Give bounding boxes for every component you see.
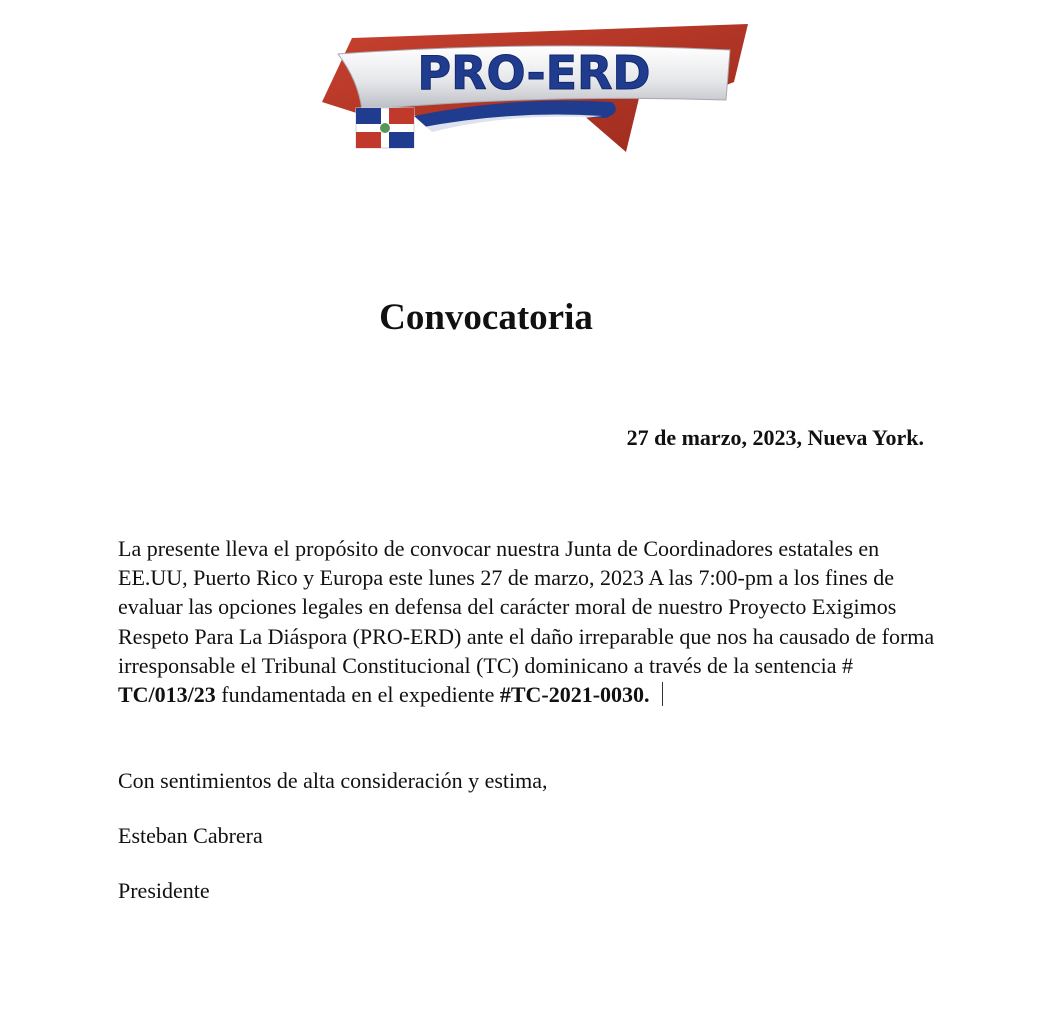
body-text-part2: fundamentada en el expediente — [215, 682, 500, 708]
body-text-part1: La presente lleva el propósito de convocar nuestra Junta de Coordinadores estatales en EE.UU, Puerto Rico y Europa este lunes 27 de marzo, 2023 A las 7:00-pm a los fines de evaluar las opciones legales en defensa del carácter moral de nuestro Proyecto Exigimos Respeto Para La Diáspora (PRO-ERD) ante el daño irreparable que nos ha causado de forma irresponsable el Tribunal Constitucional (TC) dominicano a través de la sentencia # — [118, 536, 935, 678]
sentence-reference: TC/013/23 — [118, 682, 216, 708]
signer-title: Presidente — [118, 878, 210, 903]
file-reference: #TC-2021-0030. — [499, 682, 650, 708]
text-cursor — [662, 682, 663, 706]
closing-line: Con sentimientos de alta consideración y estima, — [118, 768, 548, 793]
body-paragraph — [118, 534, 948, 709]
page-title: Convocatoria — [379, 297, 593, 338]
logo-text: PRO-ERD — [417, 46, 651, 100]
dateline: 27 de marzo, 2023, Nueva York. — [626, 425, 924, 450]
pro-erd-logo — [322, 20, 752, 170]
signer-name: Esteban Cabrera — [118, 823, 263, 848]
